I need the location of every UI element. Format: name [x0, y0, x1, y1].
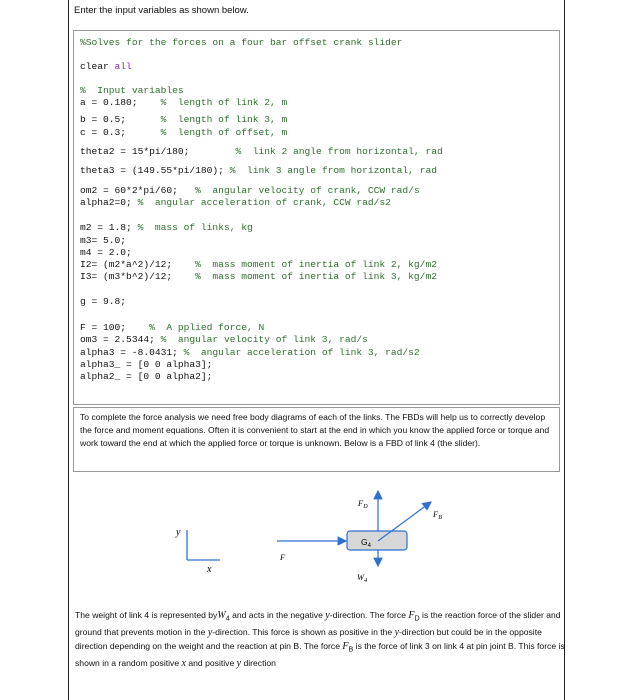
- code-line: b = 0.5; % length of link 3, m: [80, 114, 288, 125]
- code-line: theta3 = (149.55*pi/180); % link 3 angle from horizontal, rad: [80, 165, 437, 176]
- explanation-paragraph: The weight of link 4 is represented byW$_4$ and acts in the negative y-direction. The force $F_D$ is the reaction force of the slider and ground that prevents motion in the y-direction. This force is shown as positive in the y-direction but could be in the opposite direction depending on the weight and the reaction at pin B. The force $F_B$ is the force of link 3 on link 4 at pin joint B. This force is shown in a random positive x and positive y direction: [75, 610, 565, 669]
- code-line: alpha2=0; % angular acceleration of crank, CCW rad/s2: [80, 197, 391, 208]
- slider-block: [347, 531, 407, 550]
- intro-text: To complete the force analysis we need free body diagrams of each of the links. The FBDs will help us to correctly develop the force and moment equations. Often it is convenient to start at the end in which you know the applied force or torque and work toward the end at which the applied force or torque is unknown. Below is a FBD of link 4 (the slider).: [73, 407, 560, 472]
- force-fb-label: $F_B$: [433, 509, 442, 521]
- force-f-label: F: [280, 552, 286, 562]
- code-line: c = 0.3; % length of offset, m: [80, 127, 288, 138]
- code-line: alpha3_ = [0 0 alpha3];: [80, 359, 213, 370]
- code-line: %Solves for the forces on a four bar offset crank slider: [80, 37, 403, 48]
- code-line: g = 9.8;: [80, 296, 127, 307]
- code-line: a = 0.180; % length of link 2, m: [80, 97, 288, 108]
- block-label: $G_4$: [361, 537, 371, 549]
- instruction-header: Enter the input variables as shown below.: [74, 5, 249, 16]
- code-line: om3 = 2.5344; % angular velocity of link 3, rad/s: [80, 334, 368, 345]
- code-line: I3= (m3*b^2)/12; % mass moment of inertia of link 3, kg/m2: [80, 271, 437, 282]
- code-line: I2= (m2*a^2)/12; % mass moment of inertia of link 2, kg/m2: [80, 259, 437, 270]
- weight-label: $W_4$: [357, 572, 368, 584]
- code-line: m3= 5.0;: [80, 235, 127, 246]
- code-line: theta2 = 15*pi/180; % link 2 angle from horizontal, rad: [80, 146, 443, 157]
- axis-y-label: y: [176, 527, 181, 538]
- code-line: alpha2_ = [0 0 alpha2];: [80, 371, 213, 382]
- code-line: alpha3 = -8.0431; % angular acceleration of link 3, rad/s2: [80, 347, 420, 358]
- code-line: clear all: [80, 61, 132, 72]
- code-line: % Input variables: [80, 85, 184, 96]
- force-fd-label: $F_D$: [358, 498, 368, 510]
- code-line: F = 100; % A pplied force, N: [80, 322, 265, 333]
- code-line: m4 = 2.0;: [80, 247, 132, 258]
- axis-x-label: x: [207, 564, 212, 575]
- code-line: om2 = 60*2*pi/60; % angular velocity of crank, CCW rad/s: [80, 185, 420, 196]
- code-line: m2 = 1.8; % mass of links, kg: [80, 222, 253, 233]
